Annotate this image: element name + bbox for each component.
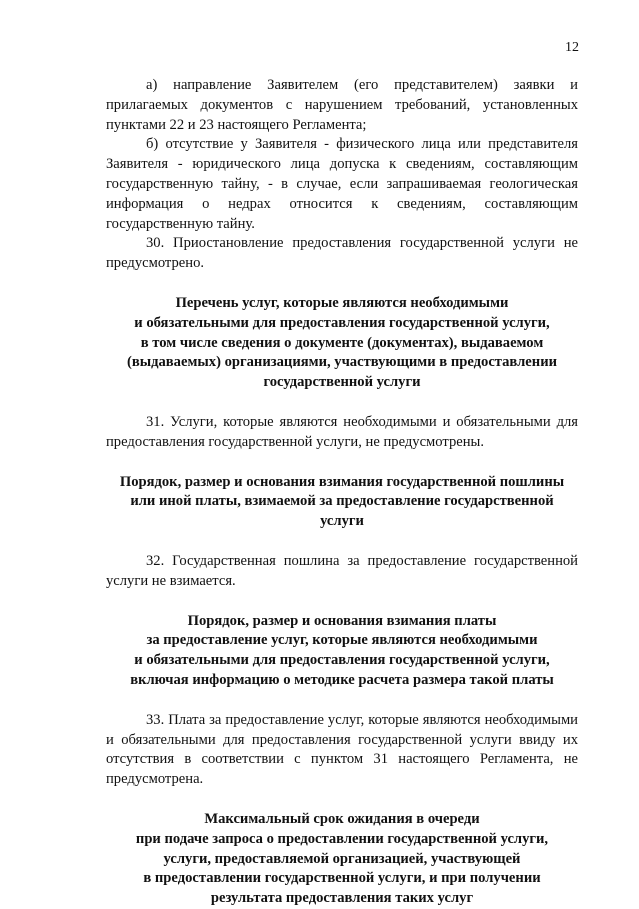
- heading-line: услуги, предоставляемой организацией, участвующей: [163, 850, 521, 867]
- heading-line: и обязательными для предоставления государственной услуги,: [134, 314, 550, 331]
- heading-line: в том числе сведения о документе (документах), выдаваемом: [140, 334, 544, 351]
- section-heading-services-list: [106, 294, 578, 393]
- paragraph-32: 32. Государственная пошлина за предоставление государственной услуги не взимается.: [106, 552, 578, 589]
- heading-line: или иной платы, взимаемой за предоставление государственной: [130, 493, 554, 510]
- heading-line: при подаче запроса о предоставлении государственной услуги,: [135, 830, 549, 847]
- heading-line: (выдаваемых) организациями, участвующими в предоставлении: [126, 354, 558, 371]
- heading-line: государственной услуги: [263, 374, 421, 391]
- paragraph-b: б) отсутствие у Заявителя - физического лица или представителя Заявителя - юридического лица допуска к сведениям, составляющим государственную тайну, - в случае, если запрашиваемая геологическая информация о недрах относится к сведениям, составляющим государственную тайну.: [106, 136, 578, 232]
- heading-line: Порядок, размер и основания взимания государственной пошлины: [119, 473, 565, 490]
- heading-line: Максимальный срок ожидания в очереди: [204, 810, 480, 827]
- page-number: 12: [565, 40, 579, 55]
- heading-line: услуги: [320, 513, 364, 530]
- heading-line: Порядок, размер и основания взимания платы: [187, 612, 497, 629]
- heading-line: включая информацию о методике расчета размера такой платы: [130, 671, 554, 688]
- heading-line: за предоставление услуг, которые являются необходимыми: [146, 632, 538, 649]
- section-heading-queue-time: [106, 810, 578, 909]
- document-body: [106, 76, 578, 909]
- heading-line: результата предоставления таких услуг: [210, 890, 474, 907]
- paragraph-33: 33. Плата за предоставление услуг, которые являются необходимыми и обязательными для предоставления государственной услуги ввиду их отсутствия в соответствии с пунктом 31 настоящего Регламента, не предусмотрена.: [106, 711, 578, 788]
- paragraph-a: а) направление Заявителем (его представителем) заявки и прилагаемых документов с нарушением требований, установленных пунктами 22 и 23 настоящего Регламента;: [106, 77, 578, 133]
- heading-line: Перечень услуг, которые являются необходимыми: [175, 294, 509, 311]
- heading-line: в предоставлении государственной услуги, и при получении: [143, 870, 541, 887]
- paragraph-31: 31. Услуги, которые являются необходимыми и обязательными для предоставления государственной услуги, не предусмотрены.: [106, 413, 578, 450]
- paragraph-30: 30. Приостановление предоставления государственной услуги не предусмотрено.: [106, 235, 578, 272]
- heading-line: и обязательными для предоставления государственной услуги,: [134, 652, 550, 669]
- section-heading-state-fee: [106, 473, 578, 532]
- section-heading-fee-procedure: [106, 612, 578, 691]
